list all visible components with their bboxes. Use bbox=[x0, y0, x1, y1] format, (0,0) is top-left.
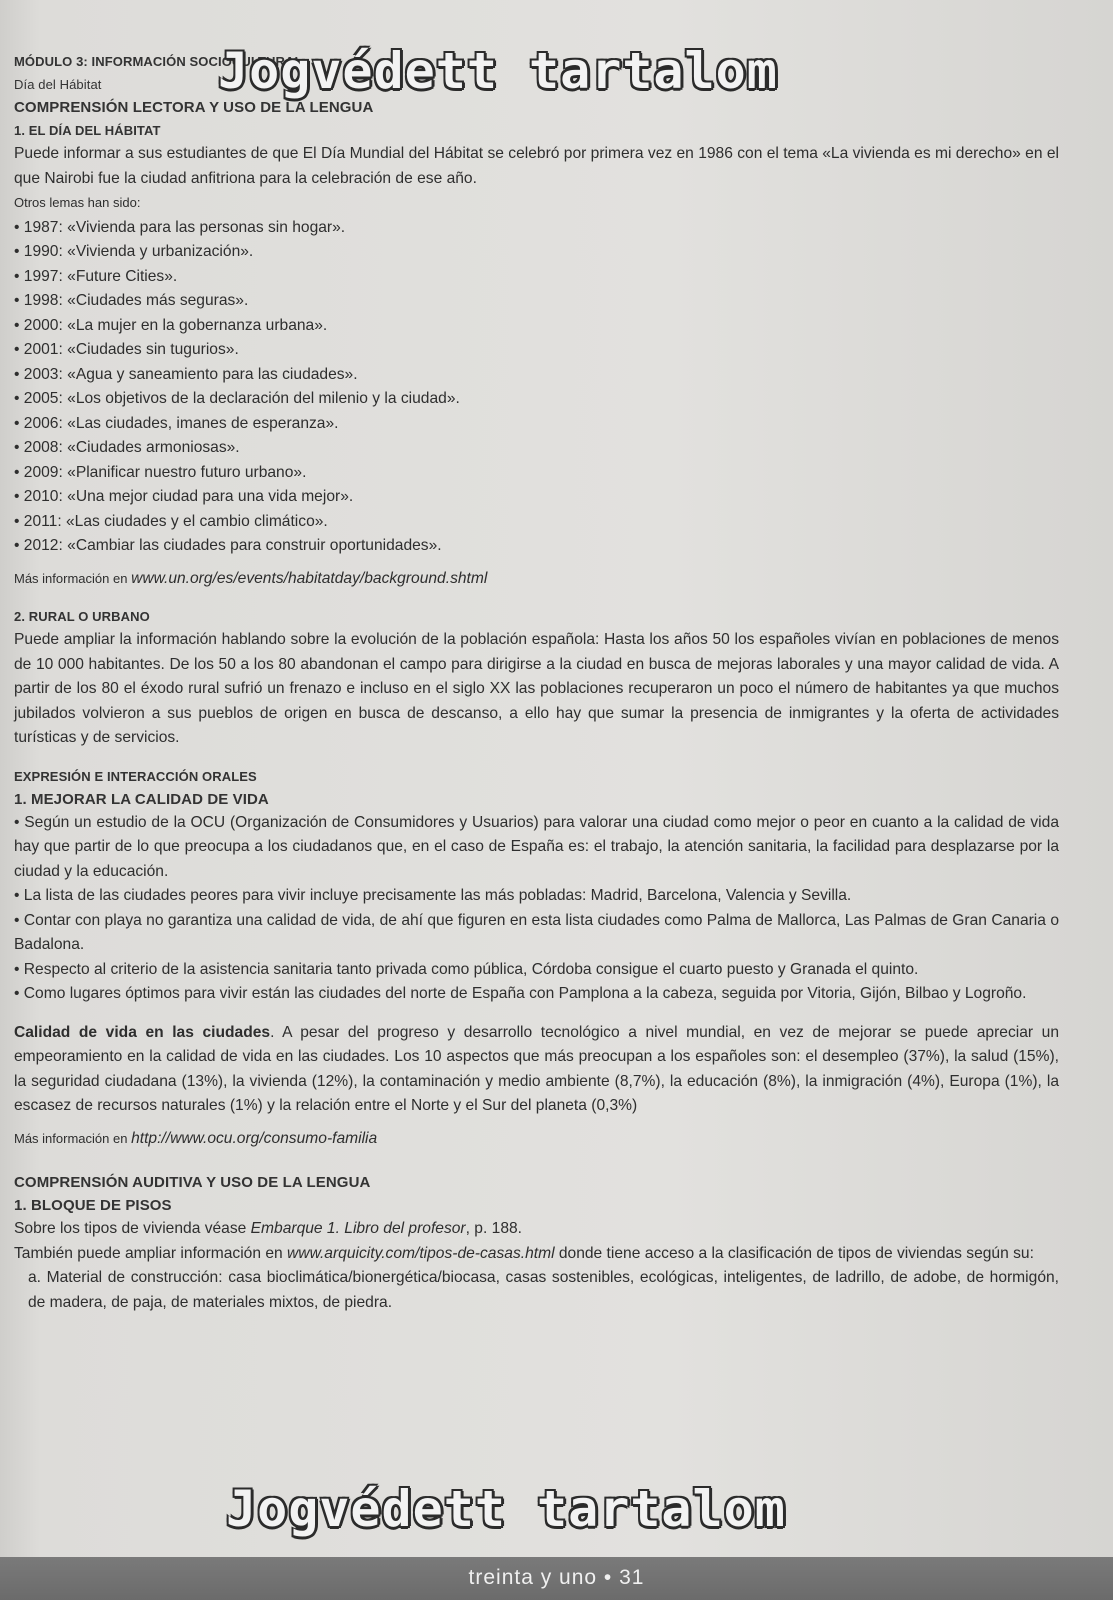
subheading-calidad-vida: 1. MEJORAR LA CALIDAD DE VIDA bbox=[14, 790, 269, 808]
list-item: • 1997: «Future Cities». bbox=[14, 267, 178, 285]
list-item: • 2005: «Los objetivos de la declaración del milenio y la ciudad». bbox=[14, 390, 460, 407]
link-ocu[interactable]: http://www.ocu.org/consumo-familia bbox=[131, 1129, 378, 1147]
list-item: • Contar con playa no garantiza una calidad de vida, de ahí que figuren en esta lista ciudades como Palma de Mallorca, Las Palmas de Gran Canaria o Badalona. bbox=[14, 911, 1059, 953]
calidad-text: . A pesar del progreso y desarrollo tecnológico a nivel mundial, en vez de mejorar se puede apreciar un empeoramiento en la calidad de vida en las ciudades. Los 10 aspectos que más preocupan a los españoles son: el desempleo (37%), la salud (15%), la seguridad ciudadana (13%), la vivienda (12%), la contaminación y medio ambiente (8,7%), la educación (8%), la inmigración (4%), Europa (1%), la escasez de recursos naturales (1%) y la relación entre el Norte y el Sur del planeta (0,3%) bbox=[14, 1023, 1059, 1114]
list-item: • Según un estudio de la OCU (Organización de Consumidores y Usuarios) para valorar una ciudad como mejor o peor en cuanto a la calidad de vida hay que partir de lo que preocupa a los ciudadanos que, en el caso de España es: el trabajo, la atención sanitaria, la facilidad para desplazarse por la ciudad y la educación. bbox=[14, 813, 1059, 880]
list-item: • La lista de las ciudades peores para vivir incluye precisamente las más pobladas: Madrid, Barcelona, Valencia y Sevilla. bbox=[14, 887, 852, 904]
list-item: • 2009: «Planificar nuestro futuro urbano». bbox=[14, 463, 307, 481]
list-item: • 2011: «Las ciudades y el cambio climático». bbox=[14, 512, 328, 530]
list-item: • Como lugares óptimos para vivir están las ciudades del norte de España con Pamplona a la cabeza, seguida por Vitoria, Gijón, Bilbao y Logroño. bbox=[14, 985, 1027, 1002]
subheading-habitat-day: 1. EL DÍA DEL HÁBITAT bbox=[14, 123, 161, 138]
watermark-top: Jogvédett tartalom bbox=[218, 42, 778, 100]
list-item: • 2010: «Una mejor ciudad para una vida mejor». bbox=[14, 488, 354, 505]
list-item: • Respecto al criterio de la asistencia sanitaria tanto privada como pública, Córdoba consigue el cuarto puesto y Granada el quinto. bbox=[14, 960, 919, 978]
link-arquicity[interactable]: www.arquicity.com/tipos-de-casas.html bbox=[287, 1244, 555, 1262]
module-title: MÓDULO 3: INFORMACIÓN SOCIOCULTURAL bbox=[14, 54, 303, 69]
list-item: • 1990: «Vivienda y urbanización». bbox=[14, 243, 254, 260]
subheading-bloque-pisos: 1. BLOQUE DE PISOS bbox=[14, 1197, 172, 1214]
subheading-rural-urbano: 2. RURAL O URBANO bbox=[14, 609, 150, 624]
section-heading-reading: COMPRENSIÓN LECTORA Y USO DE LA LENGUA bbox=[14, 99, 374, 116]
item-material-construccion: a. Material de construcción: casa bioclimática/bionergética/biocasa, casas sostenibles, ecológicas, inteligentes, de ladrillo, de adobe, de hormigón, de madera, de paja, de materiales mixtos, de piedra. bbox=[28, 1269, 1059, 1311]
calidad-bold-label: Calidad de vida en las ciudades bbox=[14, 1023, 271, 1041]
paragraph-tipos-vivienda bbox=[14, 1217, 1059, 1242]
more-info-label: Más información en bbox=[14, 1130, 132, 1146]
module-subtitle: Día del Hábitat bbox=[14, 77, 102, 92]
section-heading-listening: COMPRENSIÓN AUDITIVA Y USO DE LA LENGUA bbox=[14, 1174, 371, 1191]
text-span: Sobre los tipos de vivienda véase bbox=[14, 1220, 251, 1237]
text-span: donde tiene acceso a la clasificación de tipos de viviendas según su: bbox=[554, 1244, 1034, 1262]
text-span: , p. 188. bbox=[465, 1220, 522, 1237]
page-number: treinta y uno • 31 bbox=[468, 1566, 645, 1589]
lemas-intro: Otros lemas han sido: bbox=[14, 195, 141, 210]
list-item: • 1987: «Vivienda para las personas sin hogar». bbox=[14, 218, 346, 236]
list-item: • 2008: «Ciudades armoniosas». bbox=[14, 439, 240, 456]
list-item: • 1998: «Ciudades más seguras». bbox=[14, 292, 249, 309]
more-info-ocu bbox=[14, 1127, 1059, 1152]
list-item: • 2003: «Agua y saneamiento para las ciudades». bbox=[14, 365, 358, 383]
paragraph-calidad-ciudades bbox=[14, 1021, 1059, 1119]
oral-bullets bbox=[14, 811, 1059, 1007]
list-item: • 2012: «Cambiar las ciudades para construir oportunidades». bbox=[14, 537, 442, 554]
more-info-un bbox=[14, 567, 1059, 592]
paragraph-rural-urbano: Puede ampliar la información hablando sobre la evolución de la población española: Hasta los años 50 los españoles vivían en poblaciones de menos de 10 000 habitantes. De los 50 a los 80 abandonan el campo para dirigirse a la ciudad en busca de mejoras laborales y una mayor calidad de vida. A partir de los 80 el éxodo rural sufrió un frenazo e incluso en el siglo XX las poblaciones recuperaron un poco el número de habitantes ya que muchos jubilados volvieron a sus pueblos de origen en busca de descanso, a ello hay que sumar la presencia de inmigrantes y la oferta de actividades turísticas y de servicios. bbox=[14, 631, 1059, 746]
list-item: • 2000: «La mujer en la gobernanza urbana». bbox=[14, 316, 328, 334]
section-heading-oral: EXPRESIÓN E INTERACCIÓN ORALES bbox=[14, 768, 257, 784]
text-span: También puede ampliar información en bbox=[14, 1244, 288, 1262]
watermark-bottom: Jogvédett tartalom bbox=[226, 1480, 786, 1538]
link-un-habitat[interactable]: www.un.org/es/events/habitatday/background.shtml bbox=[131, 569, 488, 587]
list-item: • 2006: «Las ciudades, imanes de esperanza». bbox=[14, 414, 339, 432]
book-reference: Embarque 1. Libro del profesor bbox=[250, 1220, 466, 1237]
paragraph-habitat-intro: Puede informar a sus estudiantes de que El Día Mundial del Hábitat se celebró por primera vez en 1986 con el tema «La vivienda es mi derecho» en el que Nairobi fue la ciudad anfitriona para la celebración de ese año. bbox=[14, 145, 1059, 187]
paragraph-arquicity bbox=[14, 1242, 1059, 1267]
lemas-list bbox=[14, 216, 1059, 559]
more-info-label: Más información en bbox=[14, 570, 132, 586]
content-column bbox=[14, 50, 1059, 1315]
list-item: • 2001: «Ciudades sin tugurios». bbox=[14, 341, 239, 358]
